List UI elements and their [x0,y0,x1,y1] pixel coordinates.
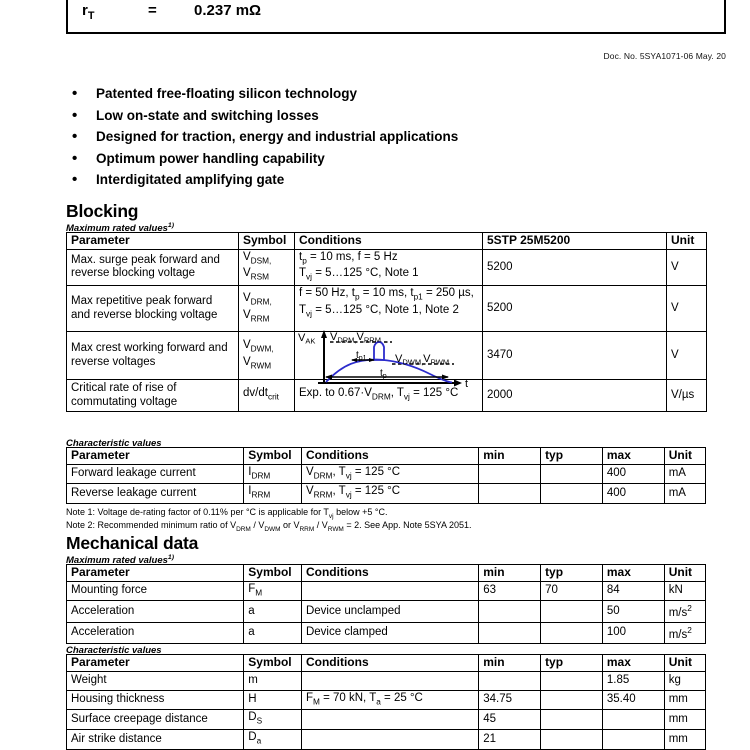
col-max: max [602,655,664,672]
table-row [67,464,706,484]
col-conditions: Conditions [295,233,483,250]
table-header-row [67,448,706,465]
feature-text: Patented free-floating silicon technology [96,86,358,101]
cell-typ [541,710,603,730]
cell-min: 21 [479,730,541,750]
table-row [67,671,706,690]
col-symbol: Symbol [244,655,302,672]
cell-value: 5200 [483,286,667,332]
cell-conditions: $t_p = 10$ ms, f = 5 Hz $T_{vj}$ = 5…125 °C, Note 1 [295,249,483,286]
cell-conditions: Device clamped [301,622,478,643]
col-unit: Unit [664,565,705,582]
cell-unit: mm [664,730,705,750]
cell-min [479,622,541,643]
cell-max: 100 [602,622,664,643]
cell-unit: V [667,286,707,332]
cell-symbol: $V_{DRM,}$ $V_{RRM}$ [239,286,295,332]
col-max: max [602,448,664,465]
col-min: min [479,448,541,465]
list-item [72,126,692,148]
bullet-icon: • [72,171,78,188]
waveform-tp1-label: $t_{p1}$ [356,350,367,362]
waveform-vdrm-vrrm-label: $V_{DRM,}V_{RRM}$ [330,331,381,345]
waveform-spike-pulse [374,342,384,360]
cell-parameter: Forward leakage current [67,464,244,484]
col-max: max [602,565,664,582]
mechanical-characteristic-table [66,654,706,750]
cell-typ [541,690,603,710]
waveform-vdwm-vrwm-label: $V_{DWM,}V_{RWM}$ [395,353,450,367]
list-item [72,83,692,105]
cell-unit: $m/s^2$ [664,622,705,643]
table-row [67,601,706,622]
cell-typ [541,484,603,504]
cell-parameter: Housing thickness [67,690,244,710]
waveform-x-axis-label: t [465,378,469,390]
cell-symbol: a [244,601,302,622]
waveform-tp-label: $t_p$ [380,368,387,380]
cell-conditions: Exp. to $0.67\cdot V_{DRM}$, $T_{vj} = 125$ °C [295,380,483,412]
cell-symbol: $dv/dt_{crit}$ [239,380,295,412]
col-symbol: Symbol [244,565,302,582]
formula-box [66,0,726,34]
formula-symbol: $r_T$ [82,2,95,22]
col-typ: typ [541,655,603,672]
cell-typ [541,730,603,750]
table-row [67,710,706,730]
col-conditions: Conditions [301,448,478,465]
cell-parameter: Max. surge peak forward and reverse blocking voltage [67,249,239,286]
cell-min [479,671,541,690]
bullet-icon: • [72,85,78,102]
table-header-row [67,565,706,582]
cell-unit: kg [664,671,705,690]
cell-conditions: $F_M = 70$ kN, $T_a = 25$ °C [301,690,478,710]
section-title-mechanical-data: Mechanical data [66,533,199,553]
cell-max: 35.40 [602,690,664,710]
col-device-type: 5STP 25M5200 [483,233,667,250]
cell-conditions: $V_{RRM}$, $T_{vj} = 125$ °C [301,484,478,504]
cell-max: 84 [602,581,664,601]
cell-max: 400 [602,484,664,504]
col-parameter: Parameter [67,565,244,582]
cell-unit: V [667,249,707,286]
cell-min [479,601,541,622]
cell-parameter: Acceleration [67,622,244,643]
cell-conditions: Device unclamped [301,601,478,622]
formula-row-rt [82,2,261,22]
cell-symbol: m [244,671,302,690]
cell-typ [541,671,603,690]
cell-symbol: a [244,622,302,643]
cell-symbol: $I_{DRM}$ [244,464,302,484]
waveform-x-axis-arrow [454,380,462,387]
list-item [72,105,692,127]
cell-value: 3470 [483,332,667,380]
document-number: Doc. No. 5SYA1071-06 May. 20 [603,51,726,61]
cell-typ [541,601,603,622]
cell-conditions [301,730,478,750]
feature-text: Optimum power handling capability [96,150,325,166]
feature-text: Interdigitated amplifying gate [96,172,285,187]
col-unit: Unit [664,448,705,465]
table-row [67,484,706,504]
cell-unit: kN [664,581,705,601]
cell-parameter: Weight [67,671,244,690]
cell-typ [541,622,603,643]
table-row [67,249,707,286]
table-row [67,581,706,601]
subtitle-maximum-rated-values-mechanical: Maximum rated values$^{1)}$ [66,554,174,567]
cell-parameter: Surface creepage distance [67,710,244,730]
cell-unit: mm [664,710,705,730]
cell-max: 400 [602,464,664,484]
col-typ: typ [541,565,603,582]
feature-text: Low on-state and switching losses [96,107,319,123]
cell-parameter: Mounting force [67,581,244,601]
col-unit: Unit [667,233,707,250]
col-unit: Unit [664,655,705,672]
cell-max: 1.85 [602,671,664,690]
mechanical-max-rated-table [66,564,706,644]
cell-symbol: $F_M$ [244,581,302,601]
subtitle-characteristic-values-mechanical: Characteristic values [66,645,162,656]
blocking-characteristic-table [66,447,706,504]
cell-parameter: Critical rate of rise of commutating voltage [67,380,239,412]
cell-conditions [301,671,478,690]
cell-min [479,464,541,484]
cell-parameter: Acceleration [67,601,244,622]
col-min: min [479,565,541,582]
col-symbol: Symbol [239,233,295,250]
cell-max: 50 [602,601,664,622]
col-parameter: Parameter [67,448,244,465]
col-typ: typ [541,448,603,465]
subtitle-characteristic-values-blocking: Characteristic values [66,438,162,449]
col-conditions: Conditions [301,655,478,672]
cell-symbol: $V_{DWM,}$ $V_{RWM}$ [239,332,295,380]
cell-max [602,730,664,750]
table-row [67,730,706,750]
cell-parameter: Max repetitive peak forward and reverse blocking voltage [67,286,239,332]
cell-value: 5200 [483,249,667,286]
formula-value: 0.237 mΩ [194,2,262,19]
table-row [67,286,707,332]
bullet-icon: • [72,128,78,145]
feature-text: Designed for traction, energy and industrial applications [96,129,459,144]
note-2: Note 2: Recommended minimum ratio of $V_{DRM} / V_{DWM}$ or $V_{RRM} / V_{RWM} = 2$. See App. Note 5SYA 2051. [66,520,472,533]
table-row [67,690,706,710]
cell-parameter: Reverse leakage current [67,484,244,504]
cell-typ: 70 [541,581,603,601]
waveform-y-axis-arrow [321,330,327,338]
col-min: min [479,655,541,672]
cell-min: 34.75 [479,690,541,710]
table-header-row [67,655,706,672]
cell-unit: mA [664,464,705,484]
cell-min: 45 [479,710,541,730]
cell-symbol: H [244,690,302,710]
cell-symbol: $I_{RRM}$ [244,484,302,504]
cell-value: 2000 [483,380,667,412]
cell-unit: V/µs [667,380,707,412]
cell-unit: mm [664,690,705,710]
bullet-icon: • [72,149,78,167]
formula-equals: = [148,2,157,19]
col-conditions: Conditions [301,565,478,582]
cell-min [479,484,541,504]
cell-unit: V [667,332,707,380]
cell-unit: mA [664,484,705,504]
cell-min: 63 [479,581,541,601]
blocking-voltage-waveform-diagram [296,327,486,391]
cell-conditions [301,710,478,730]
cell-conditions [301,581,478,601]
subtitle-maximum-rated-values: Maximum rated values$^{1)}$ [66,222,174,235]
waveform-y-axis-label: $V_{AK}$ [298,332,316,346]
list-item [72,148,692,170]
table-header-row [67,233,707,250]
bullet-icon: • [72,106,78,124]
cell-parameter: Air strike distance [67,730,244,750]
cell-symbol: $V_{DSM,}$ $V_{RSM}$ [239,249,295,286]
cell-unit: $m/s^2$ [664,601,705,622]
cell-max [602,710,664,730]
note-1: Note 1: Voltage de-rating factor of 0.11% per °C is applicable for $T_{vj}$ below +5 °C. [66,507,388,520]
cell-symbol: $D_a$ [244,730,302,750]
cell-conditions: $V_{DRM}$, $T_{vj} = 125$ °C [301,464,478,484]
cell-conditions: f = 50 Hz, $t_p = 10$ ms, $t_{p1} = 250$ µs, $T_{vj}$ = 5…125 °C, Note 1, Note 2 [295,286,483,332]
cell-symbol: $D_S$ [244,710,302,730]
cell-parameter: Max crest working forward and reverse voltages [67,332,239,380]
table-row [67,622,706,643]
section-title-blocking: Blocking [66,201,139,221]
feature-list [72,83,692,191]
col-parameter: Parameter [67,655,244,672]
cell-typ [541,464,603,484]
waveform-tp-arrow-right [442,375,449,380]
list-item [72,169,692,191]
col-parameter: Parameter [67,233,239,250]
col-symbol: Symbol [244,448,302,465]
